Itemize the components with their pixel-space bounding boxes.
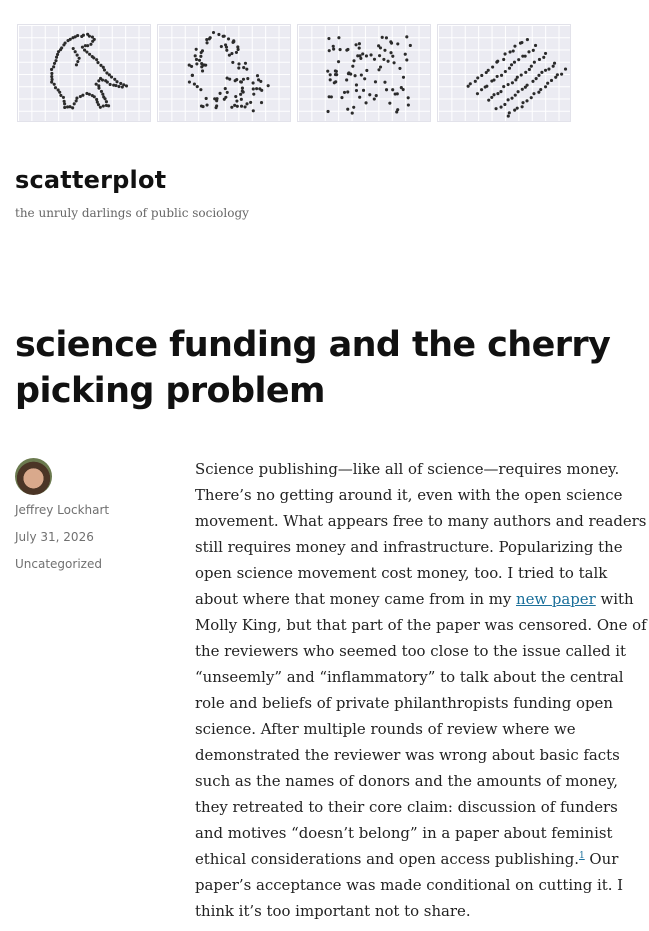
post-category-link[interactable]: Uncategorized <box>15 557 102 571</box>
author-avatar[interactable] <box>15 458 52 495</box>
random-scatter-graphic <box>298 25 430 121</box>
paragraph-text-end: Our paper’s acceptance was made conditional on cutting it. I think it’s too important not to share. <box>195 850 624 920</box>
post-body-paragraph <box>195 456 647 924</box>
site-title[interactable]: scatterplot <box>15 166 167 194</box>
footnote-link[interactable]: 1 <box>578 851 585 862</box>
dino-scatter-graphic <box>18 25 150 121</box>
site-description: the unruly darlings of public sociology <box>15 206 249 220</box>
paragraph-text-middle: with Molly King, but that part of the paper was censored. One of the reviewers who seemed too close to the issue called it “unseemly” and “inflammatory” to talk about the central role and beliefs of private philanthropists funding open science. After multiple rounds of review where we demonstrated the reviewer was wrong about basic facts such as the names of donors and the amounts of money, they retreated to their core claim: discussion of funders and motives “doesn’t belong” in a paper about feminist ethical considerations and open access publishing. <box>195 590 647 868</box>
dino-fragment-scatter-icon <box>157 24 291 122</box>
post-title: science funding and the cherry picking problem <box>15 325 611 411</box>
lines-scatter-graphic <box>438 25 570 121</box>
new-paper-link[interactable]: new paper <box>515 590 596 608</box>
post-date-link[interactable]: July 31, 2026 <box>15 530 94 544</box>
header-banner[interactable] <box>17 24 571 122</box>
slanted-lines-scatter-icon <box>437 24 571 122</box>
random-scatter-icon <box>297 24 431 122</box>
dino-scatter-icon <box>17 24 151 122</box>
post-author-link[interactable]: Jeffrey Lockhart <box>15 503 110 517</box>
paragraph-text-start: Science publishing—like all of science—requires money. There’s no getting around it, even with the open science movement. What appears free to many authors and readers still requires money and infrastructure. Popularizing the open science movement cost money, too. I tried to talk about where that money came from in my <box>195 460 647 608</box>
fragment-scatter-graphic <box>158 25 290 121</box>
